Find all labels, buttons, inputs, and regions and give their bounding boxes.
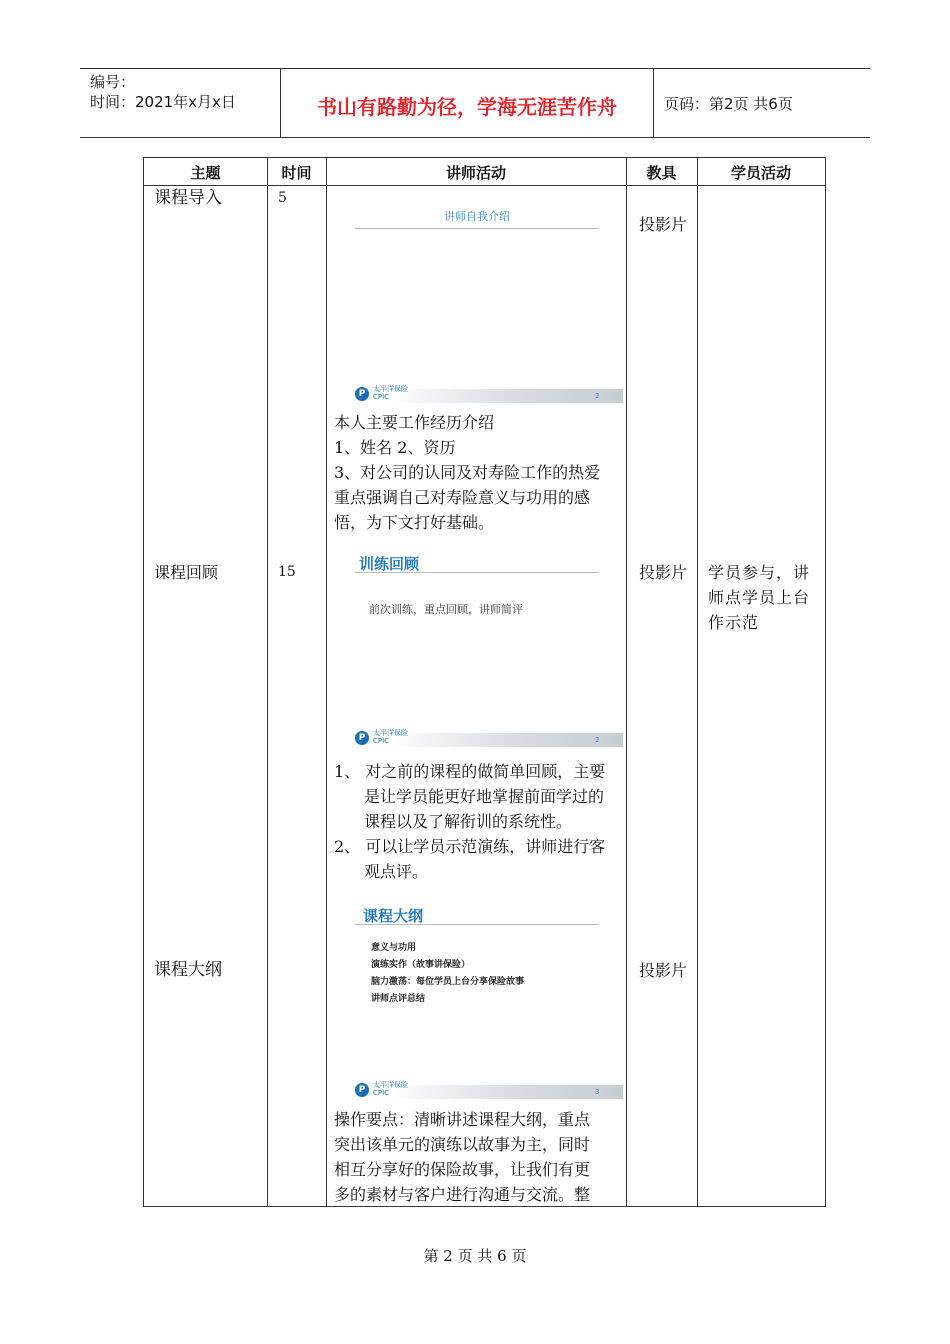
header-motto-cell	[281, 69, 654, 137]
time-cell: 5	[278, 190, 287, 206]
slide-thumbnail	[355, 208, 623, 404]
slide-page-number: 3	[595, 1088, 600, 1096]
slide-outline-item: 脑力激荡：每位学员上台分享保险故事	[371, 977, 525, 987]
column-header-tools: 教具	[646, 164, 677, 182]
slide-outline-item: 演练实作（故事讲保险）	[371, 960, 471, 970]
instructor-notes: 本人主要工作经历介绍 1、姓名 2、资历 3、对公司的认同及对寿险工作的热爱 重点强调自己对寿险意义与功用的感 悟，为下文打好基础。	[334, 413, 601, 532]
slide-thumbnail	[355, 553, 623, 749]
date-label: 时间：2021年x月x日	[90, 93, 236, 111]
page-label: 页码：第2页 共6页	[664, 95, 793, 113]
slide-footer-bar	[385, 389, 623, 403]
tool-cell: 投影片	[639, 563, 688, 582]
slide-underline	[355, 228, 599, 229]
slide-title: 讲师自我介绍	[444, 210, 510, 223]
topic-cell: 课程导入	[154, 188, 222, 208]
cpic-logo-icon: P	[355, 731, 369, 745]
column-header-instructor: 讲师活动	[445, 164, 506, 182]
instructor-notes: 操作要点：清晰讲述课程大纲，重点 突出该单元的演练以故事为主，同时 相互分享好的保险故事，让我们有更 多的素材与客户进行沟通与交流。整	[334, 1110, 591, 1204]
column-divider	[267, 158, 268, 1206]
slide-outline-list	[371, 940, 524, 1008]
header-meta-cell	[80, 69, 281, 137]
slide-brand: 太平洋保险 CPIC	[373, 729, 408, 745]
page-footer: 第 2 页 共 6 页	[423, 1247, 527, 1265]
slide-footer-bar	[385, 1085, 623, 1099]
tool-cell: 投影片	[639, 215, 688, 234]
topic-cell: 课程回顾	[154, 563, 219, 582]
cpic-logo-icon: P	[355, 387, 369, 401]
time-cell: 15	[278, 564, 296, 580]
slide-footer	[355, 1080, 623, 1100]
header-page-cell	[654, 69, 870, 137]
slide-underline	[355, 572, 599, 573]
number-label: 编号：	[90, 73, 136, 91]
slide-brand: 太平洋保险 CPIC	[373, 385, 408, 401]
slide-footer-bar	[385, 733, 623, 747]
slide-title: 课程大纲	[363, 907, 424, 925]
slide-outline-item: 意义与功用	[371, 943, 417, 953]
column-header-time: 时间	[281, 164, 312, 182]
tool-cell: 投影片	[639, 961, 688, 980]
slide-page-number: 2	[595, 736, 600, 744]
page-header	[80, 68, 870, 138]
slide-brand: 太平洋保险 CPIC	[373, 1081, 408, 1097]
column-divider	[326, 158, 327, 1206]
lesson-table	[143, 157, 826, 1207]
slide-outline-item: 讲师点评总结	[371, 994, 426, 1004]
column-divider	[626, 158, 627, 1206]
slide-footer	[355, 384, 623, 404]
slide-body: 前次训练，重点回顾，讲师简评	[369, 603, 523, 616]
instructor-notes: 1、 对之前的课程的做简单回顾，主要 是让学员能更好地掌握前面学过的 课程以及了解衔训的系统性。 2、 可以让学员示范演练，讲师进行客 观点评。	[334, 762, 606, 881]
slide-title: 训练回顾	[359, 555, 420, 573]
header-row-divider	[144, 185, 825, 186]
slide-footer	[355, 728, 623, 748]
motto: 书山有路勤为径，学海无涯苦作舟	[317, 95, 617, 119]
column-header-student: 学员活动	[730, 164, 791, 182]
topic-cell: 课程大纲	[154, 960, 222, 980]
slide-underline	[355, 924, 599, 925]
column-divider	[697, 158, 698, 1206]
column-header-topic: 主题	[190, 164, 221, 182]
student-activity: 学员参与，讲 师点学员上台 作示范	[708, 563, 811, 632]
cpic-logo-icon: P	[355, 1083, 369, 1097]
slide-page-number: 2	[595, 392, 600, 400]
slide-thumbnail	[355, 905, 623, 1101]
